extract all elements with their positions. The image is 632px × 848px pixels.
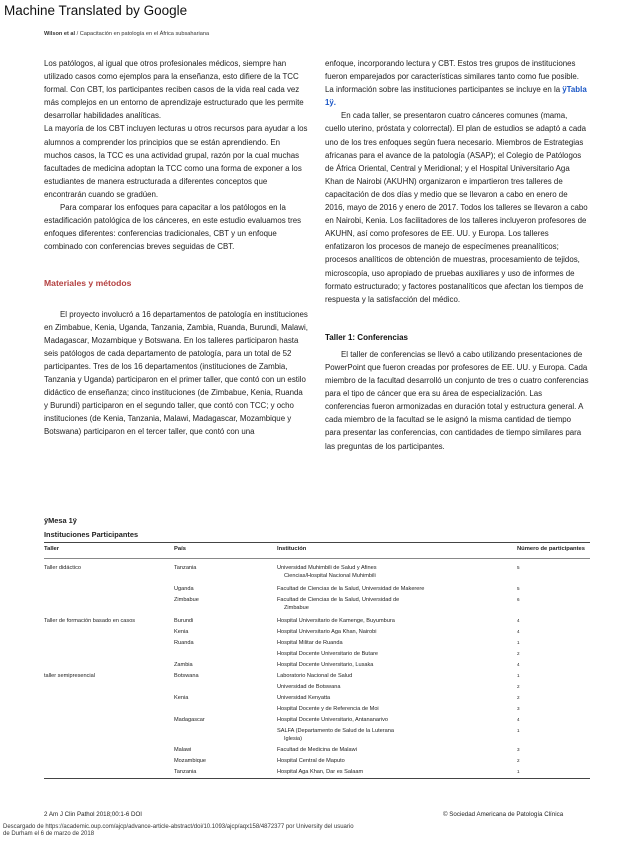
table-cell-participantes: 4 xyxy=(517,618,520,623)
right-paragraph-1-text: enfoque, incorporando lectura y CBT. Estos tres grupos de instituciones fueron emparejados por características similares tanto como fue posible. La información sobre las instituciones participantes se incluye en la xyxy=(325,59,579,95)
table-cell-institucion: SALFA (Departamento de Salud de la Luterana Iglesia) xyxy=(277,728,394,743)
table-cell-institucion: Hospital Universitario de Kamenge, Buyumbura xyxy=(277,618,395,624)
table-cell-institucion: Hospital Docente y de Referencia de Moi xyxy=(277,706,379,712)
footer-copyright: © Sociedad Americana de Patología Clínica xyxy=(443,811,564,818)
table-cell-participantes: 4 xyxy=(517,629,520,634)
table-cell-institucion: Facultad de Medicina de Malawi xyxy=(277,747,357,753)
table-cell-institucion: Hospital Universitario Aga Khan, Nairobi xyxy=(277,629,377,635)
right-column xyxy=(325,57,589,453)
table-cell-taller: Taller de formación basado en casos xyxy=(44,618,136,624)
machine-translation-banner: Machine Translated by Google xyxy=(4,3,188,18)
table-cell-institucion-continuation: Zimbabue xyxy=(284,605,309,612)
table-cell-institucion: Hospital Central de Maputo xyxy=(277,758,345,764)
table-cell-institucion: Universidad de Botswana xyxy=(277,684,341,690)
table-cell-participantes: 4 xyxy=(517,717,520,722)
table-cell-pais: Zimbabue xyxy=(174,597,199,603)
left-paragraph-4: El proyecto involucró a 16 departamentos de patología en instituciones en Zimbabue, Kenia, Uganda, Tanzania, Zambia, Ruanda, Burundi, Malawi, Madagascar, Mozambique y Botswana. En los talleres participaron hasta seis patólogos de cada departamento de patología, para un total de 52 participantes. Tres de los 16 departamentos (instituciones de Zambia, Tanzania y Uganda) participaron en el primer taller, que contó con un estilo didáctico de enseñanza; cinco instituciones (de Zimbabue, Kenia, Ruanda y Burundi) participaron en el segundo taller, que contó con TCC; y ocho instituciones (de Kenia, Tanzania, Malawi, Madagascar, Mozambique y Botswana) participaron en el tercer taller, que contó con una xyxy=(44,309,308,437)
table-label: ÿMesa 1ÿ xyxy=(44,516,77,525)
table-1-link[interactable]: ÿTabla 1ÿ. xyxy=(325,85,587,108)
table-cell-institucion: Laboratorio Nacional de Salud xyxy=(277,673,353,679)
left-paragraph-1: Los patólogos, al igual que otros profesionales médicos, siempre han utilizado casos como ejemplos para la enseñanza, esto difiere de la TCC formal. Con CBT, los participantes reciben casos de la vida real cada vez más complejos en un entorno de aprendizaje estructurado que les permite desarrollar habilidades analíticas. xyxy=(44,59,304,121)
table-cell-participantes: 1 xyxy=(517,728,520,733)
left-paragraph-2: La mayoría de los CBT incluyen lecturas u otros recursos para ayudar a los alumnos a comprender los principios que se están aprendiendo. En muchos casos, la TCC es una actividad grupal, razón por la cual muchas facultades de medicina adoptan la TCC como una forma de exponer a los estudiantes de manera estructurada a diferentes conceptos que encontrarán cuando se gradúen. xyxy=(44,124,308,199)
table-cell-participantes: 1 xyxy=(517,673,520,678)
right-paragraph-3: El taller de conferencias se llevó a cabo utilizando presentaciones de PowerPoint que fueron creadas por profesores de EE. UU. y Europa. Cada miembro de la facultad desarrolló un conjunto de tres o cuatro conferencias para el tipo de cáncer que era su área de especialización. Las conferencias fueron armonizadas en duración total y estructura general. A cada miembro de la facultad se le asignó la misma cantidad de tiempo para presentar las conferencias, con cantidades de tiempo similares para las preguntas de los participantes. xyxy=(325,349,589,451)
table-cell-participantes: 2 xyxy=(517,651,520,656)
table-cell-institucion: Universidad Muhimbili de Salud y Afines Ciencias/Hospital Nacional Muhimbili xyxy=(277,565,377,580)
table-cell-participantes: 2 xyxy=(517,684,520,689)
subheading-workshop-1: Taller 1: Conferencias xyxy=(325,332,408,342)
right-paragraph-1 xyxy=(325,57,589,109)
download-notice-line-2: de Durham el 6 de marzo de 2018 xyxy=(3,831,95,837)
table-cell-institucion: Hospital Militar de Ruanda xyxy=(277,640,343,646)
left-column xyxy=(44,57,308,438)
table-title: Instituciones Participantes xyxy=(44,530,139,539)
table-cell-institucion-continuation: Ciencias/Hospital Nacional Muhimbili xyxy=(284,573,376,580)
table-rule-bottom xyxy=(44,778,590,779)
table-cell-institucion: Hospital Docente Universitario, Lusaka xyxy=(277,662,374,668)
table-cell-participantes: 2 xyxy=(517,695,520,700)
table-cell-participantes: 6 xyxy=(517,597,520,602)
table-cell-institucion-continuation: Iglesia) xyxy=(284,736,303,743)
table-cell-pais: Madagascar xyxy=(174,717,205,723)
table-cell-institucion: Hospital Aga Khan, Dar es Salaam xyxy=(277,769,364,775)
table-cell-pais: Tanzania xyxy=(174,769,197,775)
table-cell-institucion: Universidad Kenyatta xyxy=(277,695,331,701)
table-cell-institucion: Hospital Docente Universitario de Butare xyxy=(277,651,379,657)
right-paragraph-2: En cada taller, se presentaron cuatro cánceres comunes (mama, cuello uterino, próstata y colorrectal). El plan de estudios se adaptó a cada uno de los tres enfoques según fuera necesario. Miembros de Estrategias africanas para el avance de la patología (ASAP); el Colegio de Patólogos de África Oriental, Central y Meridional; y el Hospital Universitario Aga Khan de Nairobi (AKUHN) organizaron e impartieron tres talleres de capacitación de dos días y medio que se llevaron a cabo en enero de 2016, mayo de 2016 y enero de 2017. Todos los talleres se llevaron a cabo en Nairobi, Kenia. Los facilitadores de los talleres incluyeron profesores de AKUHN, así como profesores de EE. UU. y Europa. Los talleres enfatizaron los procesos de manejo de especímenes preanalíticos; procesos analíticos de obtención de muestras, procesamiento de tejidos, microscopía, uso apropiado de pruebas auxiliares y uso de informes de formato estructurado; y factores postanalíticos que afectan los tiempos de respuesta y la satisfacción del médico. xyxy=(325,111,588,304)
table-cell-institucion: Facultad de Ciencias de la Salud, Universidad de Makerere xyxy=(277,586,425,592)
table-header-pais: País xyxy=(174,546,186,552)
table-cell-pais: Kenia xyxy=(174,695,189,701)
table-cell-participantes: 5 xyxy=(517,586,520,591)
download-notice-line-1[interactable]: Descargado de https://academic.oup.com/ajcp/advance-article-abstract/doi/10.1093/ajcp/aqx158/4872377 por University del usuario xyxy=(3,824,354,830)
table-cell-institucion: Facultad de Ciencias de la Salud, Universidad de Zimbabue xyxy=(277,597,400,612)
table-header-participantes: Número de participantes xyxy=(517,546,585,552)
table-rule-top xyxy=(44,542,590,543)
table-rule-header xyxy=(44,558,590,559)
table-cell-participantes: 5 xyxy=(517,565,520,570)
table-cell-pais: Malawi xyxy=(174,747,192,753)
table-cell-pais: Uganda xyxy=(174,586,194,592)
table-cell-participantes: 2 xyxy=(517,758,520,763)
table-cell-participantes: 1 xyxy=(517,640,520,645)
left-paragraph-3: Para comparar los enfoques para capacitar a los patólogos en la estadificación patológica de los cánceres, en este estudio evaluamos tres enfoques diferentes: conferencias tradicionales, CBT y un enfoque combinado con conferencias breves seguidas de CBT. xyxy=(44,203,302,252)
footer-citation: 2 Am J Clin Pathol 2018;00:1-6 DOI xyxy=(44,811,143,818)
table-cell-pais: Ruanda xyxy=(174,640,194,646)
table-cell-pais: Mozambique xyxy=(174,758,207,764)
table-cell-pais: Zambia xyxy=(174,662,193,668)
table-cell-participantes: 1 xyxy=(517,769,520,774)
table-cell-institucion: Hospital Docente Universitario, Antananarivo xyxy=(277,717,389,723)
running-head-title: / Capacitación en patología en el África subsahariana xyxy=(75,31,210,37)
table-cell-pais: Botswana xyxy=(174,673,199,679)
table-cell-participantes: 3 xyxy=(517,747,520,752)
table-cell-pais: Tanzania xyxy=(174,565,197,571)
running-head xyxy=(44,31,209,37)
running-head-authors: Wilson et al xyxy=(44,31,76,37)
table-cell-pais: Kenia xyxy=(174,629,189,635)
table-cell-participantes: 4 xyxy=(517,662,520,667)
table-cell-participantes: 3 xyxy=(517,706,520,711)
section-heading-methods: Materiales y métodos xyxy=(44,278,132,289)
table-cell-taller: Taller didáctico xyxy=(44,565,81,571)
table-header-institucion: Institución xyxy=(277,546,307,552)
table-cell-taller: taller semipresencial xyxy=(44,673,95,679)
table-header-taller: Taller xyxy=(44,546,60,552)
table-cell-pais: Burundi xyxy=(174,618,194,624)
